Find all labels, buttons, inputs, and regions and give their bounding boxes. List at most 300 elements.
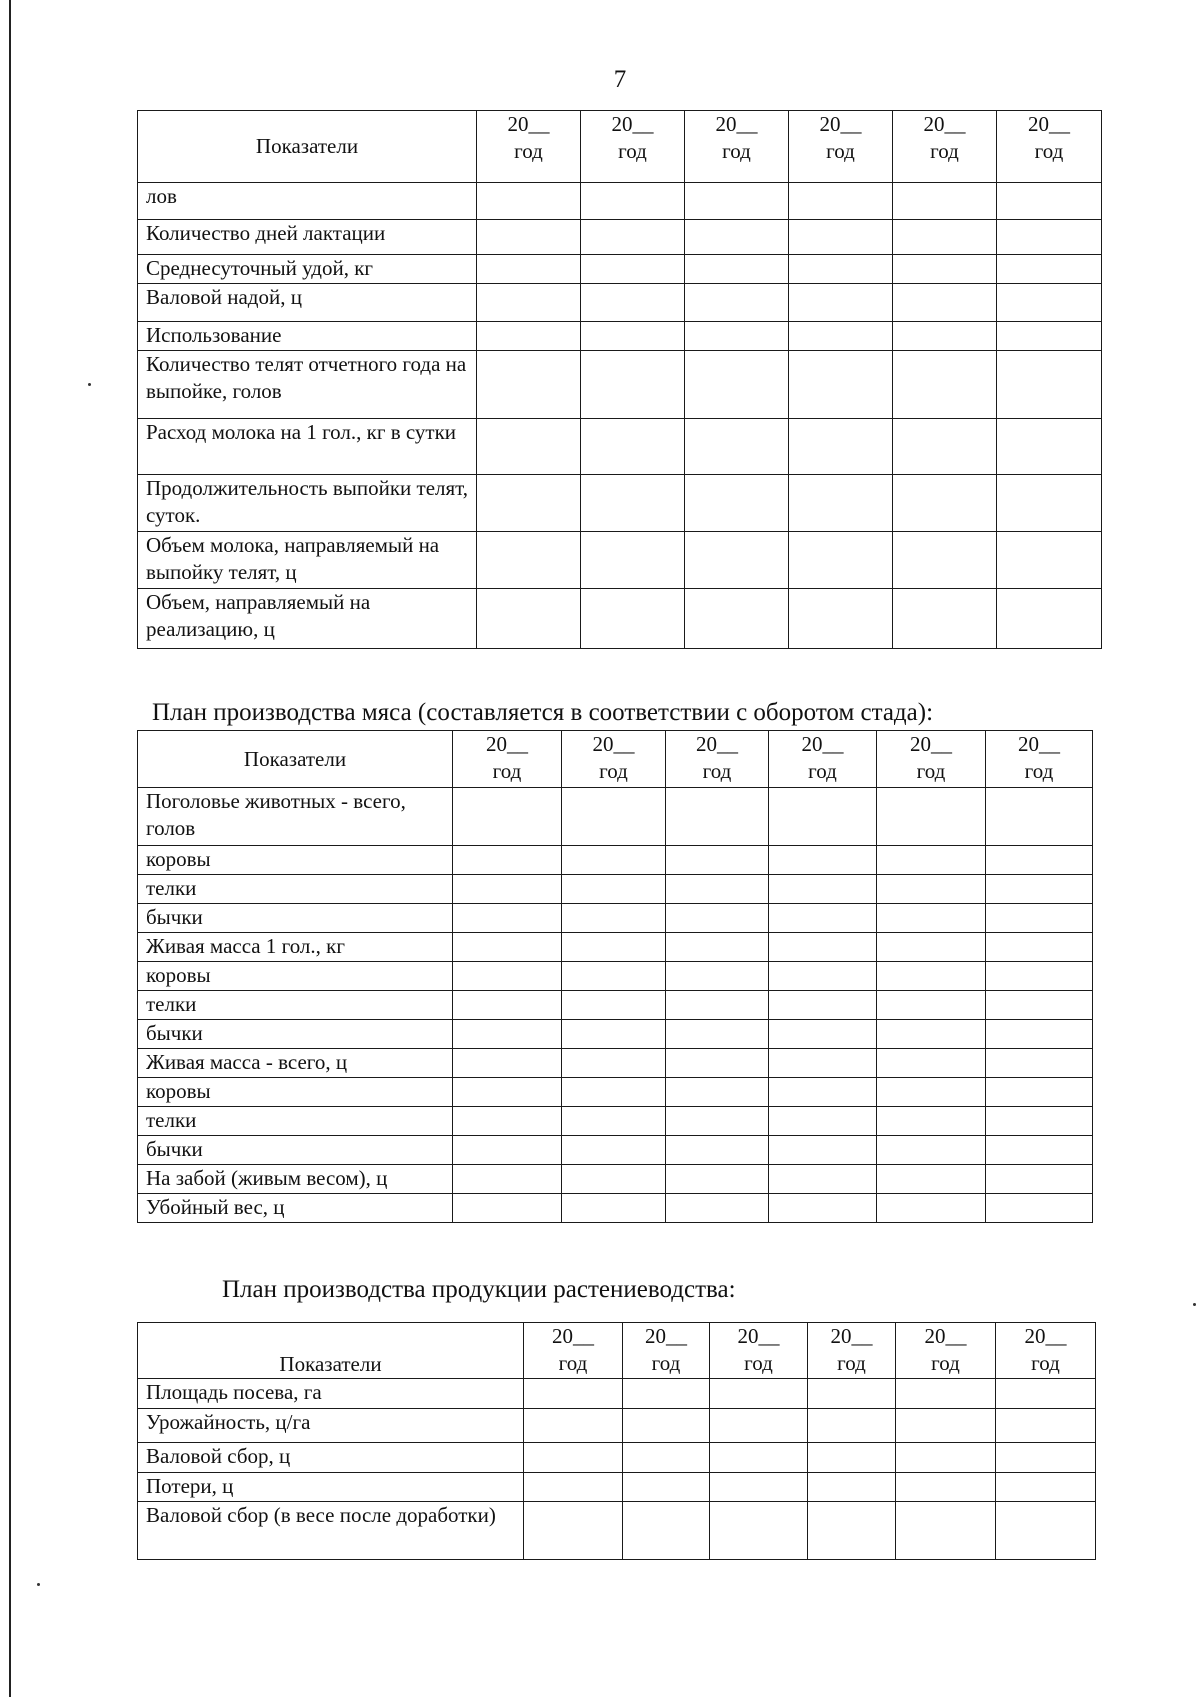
value-cell[interactable] bbox=[893, 419, 997, 475]
indicators-header: Показатели bbox=[138, 1323, 524, 1379]
table-row bbox=[138, 1049, 1093, 1078]
year-blank-label: 20__ bbox=[1024, 1324, 1067, 1348]
value-cell[interactable] bbox=[893, 351, 997, 419]
year-column-header bbox=[685, 111, 789, 183]
value-cell[interactable] bbox=[893, 589, 997, 649]
value-cell[interactable] bbox=[997, 220, 1102, 255]
table-row bbox=[138, 419, 1102, 475]
value-cell[interactable] bbox=[877, 788, 986, 846]
value-cell[interactable] bbox=[524, 1443, 623, 1473]
value-cell[interactable] bbox=[666, 1078, 769, 1107]
value-cell[interactable] bbox=[997, 255, 1102, 284]
value-cell[interactable] bbox=[562, 1049, 666, 1078]
value-cell[interactable] bbox=[896, 1379, 996, 1409]
year-blank-label: 20__ bbox=[715, 112, 758, 136]
value-cell[interactable] bbox=[808, 1379, 896, 1409]
year-unit-label: год bbox=[651, 1351, 681, 1375]
value-cell[interactable] bbox=[808, 1473, 896, 1502]
table-row bbox=[138, 1473, 1096, 1502]
value-cell[interactable] bbox=[710, 1409, 808, 1443]
value-cell[interactable] bbox=[581, 284, 685, 322]
value-cell[interactable] bbox=[893, 532, 997, 589]
value-cell[interactable] bbox=[453, 991, 562, 1020]
value-cell[interactable] bbox=[666, 991, 769, 1020]
milk-production-table bbox=[137, 110, 1102, 649]
value-cell[interactable] bbox=[623, 1502, 710, 1560]
value-cell[interactable] bbox=[896, 1502, 996, 1560]
value-cell[interactable] bbox=[986, 1136, 1093, 1165]
value-cell[interactable] bbox=[477, 255, 581, 284]
row-label: Потери, ц bbox=[138, 1473, 524, 1502]
row-label: На забой (живым весом), ц bbox=[138, 1165, 453, 1194]
year-unit-label: год bbox=[916, 759, 946, 783]
value-cell[interactable] bbox=[562, 1194, 666, 1223]
value-cell[interactable] bbox=[623, 1409, 710, 1443]
value-cell[interactable] bbox=[666, 1136, 769, 1165]
table-row bbox=[138, 1443, 1096, 1473]
value-cell[interactable] bbox=[477, 419, 581, 475]
value-cell[interactable] bbox=[789, 183, 893, 220]
year-column-header bbox=[996, 1323, 1096, 1379]
table-row bbox=[138, 1379, 1096, 1409]
scan-speck bbox=[1193, 1303, 1196, 1306]
row-label: Убойный вес, ц bbox=[138, 1194, 453, 1223]
value-cell[interactable] bbox=[789, 220, 893, 255]
value-cell[interactable] bbox=[581, 351, 685, 419]
year-column-header bbox=[986, 731, 1093, 788]
row-label: Количество дней лактации bbox=[138, 220, 477, 255]
row-label: Поголовье животных - всего, голов bbox=[138, 788, 453, 846]
value-cell[interactable] bbox=[986, 1107, 1093, 1136]
table-row bbox=[138, 1078, 1093, 1107]
table-row bbox=[138, 1020, 1093, 1049]
value-cell[interactable] bbox=[877, 1194, 986, 1223]
table-row bbox=[138, 284, 1102, 322]
row-label: коровы bbox=[138, 1078, 453, 1107]
value-cell[interactable] bbox=[877, 1107, 986, 1136]
value-cell[interactable] bbox=[666, 788, 769, 846]
value-cell[interactable] bbox=[893, 475, 997, 532]
year-unit-label: год bbox=[492, 759, 522, 783]
table-row bbox=[138, 532, 1102, 589]
value-cell[interactable] bbox=[524, 1502, 623, 1560]
year-blank-label: 20__ bbox=[924, 1324, 967, 1348]
row-label: телки bbox=[138, 991, 453, 1020]
year-blank-label: 20__ bbox=[552, 1324, 594, 1348]
value-cell[interactable] bbox=[685, 532, 789, 589]
value-cell[interactable] bbox=[986, 991, 1093, 1020]
value-cell[interactable] bbox=[986, 1194, 1093, 1223]
value-cell[interactable] bbox=[623, 1473, 710, 1502]
row-label: Количество телят отчетного года на выпойке, голов bbox=[138, 351, 477, 419]
value-cell[interactable] bbox=[477, 351, 581, 419]
value-cell[interactable] bbox=[789, 419, 893, 475]
value-cell[interactable] bbox=[666, 1107, 769, 1136]
value-cell[interactable] bbox=[986, 962, 1093, 991]
value-cell[interactable] bbox=[877, 904, 986, 933]
value-cell[interactable] bbox=[562, 904, 666, 933]
value-cell[interactable] bbox=[562, 933, 666, 962]
value-cell[interactable] bbox=[581, 220, 685, 255]
value-cell[interactable] bbox=[789, 532, 893, 589]
value-cell[interactable] bbox=[666, 1165, 769, 1194]
value-cell[interactable] bbox=[666, 1020, 769, 1049]
value-cell[interactable] bbox=[453, 1107, 562, 1136]
value-cell[interactable] bbox=[877, 875, 986, 904]
row-label: Валовой сбор (в весе после доработки) bbox=[138, 1502, 524, 1560]
meat-section-title: План производства мяса (составляется в соответствии с оборотом стада): bbox=[152, 699, 934, 726]
value-cell[interactable] bbox=[477, 322, 581, 351]
value-cell[interactable] bbox=[666, 846, 769, 875]
year-blank-label: 20__ bbox=[592, 732, 635, 756]
value-cell[interactable] bbox=[453, 1194, 562, 1223]
year-unit-label: год bbox=[1031, 1351, 1060, 1375]
value-cell[interactable] bbox=[685, 255, 789, 284]
table-row bbox=[138, 183, 1102, 220]
value-cell[interactable] bbox=[893, 255, 997, 284]
value-cell[interactable] bbox=[996, 1409, 1096, 1443]
value-cell[interactable] bbox=[997, 322, 1102, 351]
table-row bbox=[138, 1502, 1096, 1560]
table-row bbox=[138, 933, 1093, 962]
table-row bbox=[138, 220, 1102, 255]
value-cell[interactable] bbox=[562, 846, 666, 875]
value-cell[interactable] bbox=[808, 1502, 896, 1560]
value-cell[interactable] bbox=[808, 1409, 896, 1443]
value-cell[interactable] bbox=[453, 1020, 562, 1049]
row-label: Площадь посева, га bbox=[138, 1379, 524, 1409]
value-cell[interactable] bbox=[477, 220, 581, 255]
meat-production-table bbox=[137, 730, 1093, 1223]
year-blank-label: 20__ bbox=[910, 732, 952, 756]
value-cell[interactable] bbox=[986, 875, 1093, 904]
value-cell[interactable] bbox=[769, 846, 877, 875]
value-cell[interactable] bbox=[893, 183, 997, 220]
year-blank-label: 20__ bbox=[696, 732, 738, 756]
value-cell[interactable] bbox=[685, 284, 789, 322]
year-blank-label: 20__ bbox=[923, 112, 966, 136]
value-cell[interactable] bbox=[893, 322, 997, 351]
value-cell[interactable] bbox=[877, 933, 986, 962]
year-column-header bbox=[524, 1323, 623, 1379]
year-unit-label: год bbox=[826, 139, 855, 163]
value-cell[interactable] bbox=[581, 589, 685, 649]
table-row bbox=[138, 475, 1102, 532]
value-cell[interactable] bbox=[453, 1078, 562, 1107]
table-header-row bbox=[138, 731, 1093, 788]
value-cell[interactable] bbox=[996, 1502, 1096, 1560]
value-cell[interactable] bbox=[986, 933, 1093, 962]
value-cell[interactable] bbox=[769, 875, 877, 904]
year-blank-label: 20__ bbox=[819, 112, 862, 136]
value-cell[interactable] bbox=[562, 788, 666, 846]
row-label: Объем молока, направляемый на выпойку телят, ц bbox=[138, 532, 477, 589]
year-unit-label: год bbox=[837, 1351, 866, 1375]
value-cell[interactable] bbox=[769, 904, 877, 933]
value-cell[interactable] bbox=[562, 1020, 666, 1049]
value-cell[interactable] bbox=[453, 904, 562, 933]
year-unit-label: год bbox=[1034, 139, 1064, 163]
value-cell[interactable] bbox=[710, 1502, 808, 1560]
value-cell[interactable] bbox=[769, 1194, 877, 1223]
indicators-header: Показатели bbox=[138, 111, 477, 183]
value-cell[interactable] bbox=[453, 1165, 562, 1194]
row-label: Урожайность, ц/га bbox=[138, 1409, 524, 1443]
year-unit-label: год bbox=[931, 1351, 960, 1375]
table-row bbox=[138, 991, 1093, 1020]
scan-speck bbox=[37, 1583, 40, 1586]
value-cell[interactable] bbox=[877, 1078, 986, 1107]
value-cell[interactable] bbox=[453, 1049, 562, 1078]
value-cell[interactable] bbox=[623, 1379, 710, 1409]
value-cell[interactable] bbox=[769, 991, 877, 1020]
table-row bbox=[138, 1194, 1093, 1223]
table-row bbox=[138, 846, 1093, 875]
value-cell[interactable] bbox=[453, 1136, 562, 1165]
value-cell[interactable] bbox=[581, 183, 685, 220]
value-cell[interactable] bbox=[685, 322, 789, 351]
row-label: Объем, направляемый на реализацию, ц bbox=[138, 589, 477, 649]
value-cell[interactable] bbox=[769, 933, 877, 962]
row-label: бычки bbox=[138, 1020, 453, 1049]
row-label: Валовой надой, ц bbox=[138, 284, 477, 322]
value-cell[interactable] bbox=[997, 419, 1102, 475]
row-label: бычки bbox=[138, 904, 453, 933]
value-cell[interactable] bbox=[769, 1049, 877, 1078]
year-column-header bbox=[477, 111, 581, 183]
value-cell[interactable] bbox=[581, 322, 685, 351]
table-row bbox=[138, 1136, 1093, 1165]
value-cell[interactable] bbox=[789, 284, 893, 322]
year-blank-label: 20__ bbox=[645, 1324, 687, 1348]
row-label: Живая масса - всего, ц bbox=[138, 1049, 453, 1078]
value-cell[interactable] bbox=[623, 1443, 710, 1473]
value-cell[interactable] bbox=[581, 475, 685, 532]
value-cell[interactable] bbox=[986, 904, 1093, 933]
value-cell[interactable] bbox=[562, 1165, 666, 1194]
value-cell[interactable] bbox=[685, 183, 789, 220]
table-header-row bbox=[138, 111, 1102, 183]
value-cell[interactable] bbox=[877, 962, 986, 991]
year-unit-label: год bbox=[744, 1351, 773, 1375]
value-cell[interactable] bbox=[808, 1443, 896, 1473]
value-cell[interactable] bbox=[769, 1136, 877, 1165]
year-unit-label: год bbox=[702, 759, 732, 783]
value-cell[interactable] bbox=[710, 1379, 808, 1409]
year-column-header bbox=[710, 1323, 808, 1379]
value-cell[interactable] bbox=[453, 875, 562, 904]
value-cell[interactable] bbox=[710, 1443, 808, 1473]
row-label: лов bbox=[138, 183, 477, 220]
value-cell[interactable] bbox=[997, 351, 1102, 419]
year-blank-label: 20__ bbox=[801, 732, 844, 756]
year-unit-label: год bbox=[722, 139, 751, 163]
page-edge-line bbox=[9, 0, 11, 1697]
table-row bbox=[138, 255, 1102, 284]
table-row bbox=[138, 589, 1102, 649]
table-row bbox=[138, 1409, 1096, 1443]
value-cell[interactable] bbox=[477, 183, 581, 220]
value-cell[interactable] bbox=[789, 255, 893, 284]
table-row bbox=[138, 1107, 1093, 1136]
value-cell[interactable] bbox=[562, 875, 666, 904]
value-cell[interactable] bbox=[666, 933, 769, 962]
row-label: Использование bbox=[138, 322, 477, 351]
row-label: телки bbox=[138, 875, 453, 904]
table-row bbox=[138, 904, 1093, 933]
scan-speck bbox=[88, 383, 91, 386]
value-cell[interactable] bbox=[986, 788, 1093, 846]
year-column-header bbox=[896, 1323, 996, 1379]
row-label: Валовой сбор, ц bbox=[138, 1443, 524, 1473]
row-label: Среднесуточный удой, кг bbox=[138, 255, 477, 284]
row-label: Продолжительность выпойки телят, суток. bbox=[138, 475, 477, 532]
value-cell[interactable] bbox=[453, 846, 562, 875]
value-cell[interactable] bbox=[685, 220, 789, 255]
value-cell[interactable] bbox=[996, 1443, 1096, 1473]
table-row bbox=[138, 962, 1093, 991]
value-cell[interactable] bbox=[666, 1049, 769, 1078]
value-cell[interactable] bbox=[986, 1049, 1093, 1078]
value-cell[interactable] bbox=[453, 788, 562, 846]
value-cell[interactable] bbox=[710, 1473, 808, 1502]
value-cell[interactable] bbox=[524, 1473, 623, 1502]
value-cell[interactable] bbox=[685, 475, 789, 532]
value-cell[interactable] bbox=[986, 1020, 1093, 1049]
year-blank-label: 20__ bbox=[507, 112, 550, 136]
value-cell[interactable] bbox=[997, 284, 1102, 322]
value-cell[interactable] bbox=[896, 1409, 996, 1443]
value-cell[interactable] bbox=[877, 1049, 986, 1078]
value-cell[interactable] bbox=[562, 1078, 666, 1107]
value-cell[interactable] bbox=[562, 1107, 666, 1136]
value-cell[interactable] bbox=[453, 933, 562, 962]
value-cell[interactable] bbox=[789, 351, 893, 419]
year-column-header bbox=[769, 731, 877, 788]
value-cell[interactable] bbox=[997, 183, 1102, 220]
table-row bbox=[138, 1165, 1093, 1194]
year-blank-label: 20__ bbox=[611, 112, 654, 136]
page-number: 7 bbox=[613, 66, 627, 93]
year-column-header bbox=[581, 111, 685, 183]
value-cell[interactable] bbox=[893, 220, 997, 255]
year-blank-label: 20__ bbox=[737, 1324, 780, 1348]
year-column-header bbox=[623, 1323, 710, 1379]
table-row bbox=[138, 351, 1102, 419]
value-cell[interactable] bbox=[789, 589, 893, 649]
value-cell[interactable] bbox=[769, 1107, 877, 1136]
value-cell[interactable] bbox=[769, 1020, 877, 1049]
table-row bbox=[138, 788, 1093, 846]
value-cell[interactable] bbox=[666, 962, 769, 991]
year-blank-label: 20__ bbox=[830, 1324, 873, 1348]
value-cell[interactable] bbox=[477, 284, 581, 322]
row-label: телки bbox=[138, 1107, 453, 1136]
value-cell[interactable] bbox=[666, 875, 769, 904]
value-cell[interactable] bbox=[769, 788, 877, 846]
row-label: коровы bbox=[138, 962, 453, 991]
value-cell[interactable] bbox=[769, 962, 877, 991]
value-cell[interactable] bbox=[524, 1379, 623, 1409]
value-cell[interactable] bbox=[581, 419, 685, 475]
year-column-header bbox=[808, 1323, 896, 1379]
year-column-header bbox=[997, 111, 1102, 183]
value-cell[interactable] bbox=[877, 991, 986, 1020]
value-cell[interactable] bbox=[581, 255, 685, 284]
value-cell[interactable] bbox=[986, 846, 1093, 875]
value-cell[interactable] bbox=[877, 846, 986, 875]
value-cell[interactable] bbox=[789, 475, 893, 532]
row-label: бычки bbox=[138, 1136, 453, 1165]
year-unit-label: год bbox=[618, 139, 647, 163]
value-cell[interactable] bbox=[685, 589, 789, 649]
value-cell[interactable] bbox=[997, 589, 1102, 649]
year-unit-label: год bbox=[1024, 759, 1054, 783]
value-cell[interactable] bbox=[877, 1136, 986, 1165]
year-column-header bbox=[877, 731, 986, 788]
table-header-row bbox=[138, 1323, 1096, 1379]
row-label: коровы bbox=[138, 846, 453, 875]
year-blank-label: 20__ bbox=[486, 732, 528, 756]
value-cell[interactable] bbox=[453, 962, 562, 991]
value-cell[interactable] bbox=[769, 1165, 877, 1194]
value-cell[interactable] bbox=[986, 1165, 1093, 1194]
value-cell[interactable] bbox=[562, 991, 666, 1020]
indicators-header: Показатели bbox=[138, 731, 453, 788]
row-label: Расход молока на 1 гол., кг в сутки bbox=[138, 419, 477, 475]
value-cell[interactable] bbox=[893, 284, 997, 322]
value-cell[interactable] bbox=[896, 1473, 996, 1502]
value-cell[interactable] bbox=[996, 1379, 1096, 1409]
year-blank-label: 20__ bbox=[1018, 732, 1060, 756]
year-unit-label: год bbox=[599, 759, 628, 783]
value-cell[interactable] bbox=[685, 351, 789, 419]
year-column-header bbox=[789, 111, 893, 183]
year-unit-label: год bbox=[930, 139, 959, 163]
value-cell[interactable] bbox=[666, 1194, 769, 1223]
value-cell[interactable] bbox=[666, 904, 769, 933]
value-cell[interactable] bbox=[562, 1136, 666, 1165]
value-cell[interactable] bbox=[477, 532, 581, 589]
crop-section-title: План производства продукции растениеводства: bbox=[222, 1276, 736, 1303]
value-cell[interactable] bbox=[877, 1165, 986, 1194]
year-column-header bbox=[562, 731, 666, 788]
row-label: Живая масса 1 гол., кг bbox=[138, 933, 453, 962]
year-unit-label: год bbox=[558, 1351, 588, 1375]
value-cell[interactable] bbox=[477, 475, 581, 532]
year-column-header bbox=[666, 731, 769, 788]
value-cell[interactable] bbox=[997, 532, 1102, 589]
value-cell[interactable] bbox=[877, 1020, 986, 1049]
value-cell[interactable] bbox=[986, 1078, 1093, 1107]
value-cell[interactable] bbox=[789, 322, 893, 351]
year-column-header bbox=[453, 731, 562, 788]
value-cell[interactable] bbox=[524, 1409, 623, 1443]
value-cell[interactable] bbox=[562, 962, 666, 991]
table-row bbox=[138, 875, 1093, 904]
value-cell[interactable] bbox=[581, 532, 685, 589]
value-cell[interactable] bbox=[996, 1473, 1096, 1502]
value-cell[interactable] bbox=[769, 1078, 877, 1107]
year-blank-label: 20__ bbox=[1028, 112, 1070, 136]
year-unit-label: год bbox=[808, 759, 837, 783]
year-unit-label: год bbox=[514, 139, 543, 163]
value-cell[interactable] bbox=[896, 1443, 996, 1473]
value-cell[interactable] bbox=[477, 589, 581, 649]
value-cell[interactable] bbox=[685, 419, 789, 475]
value-cell[interactable] bbox=[997, 475, 1102, 532]
table-row bbox=[138, 322, 1102, 351]
